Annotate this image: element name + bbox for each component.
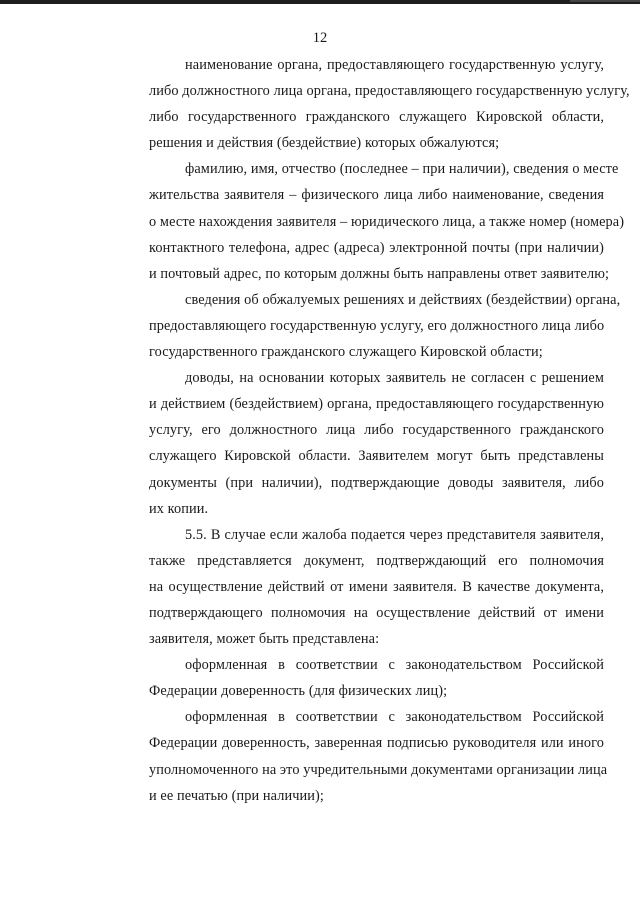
text-line: документы (при наличии), подтверждающие доводы заявителя, либо bbox=[149, 474, 604, 491]
text-line: сведения об обжалуемых решениях и действиях (бездействии) органа, bbox=[185, 291, 621, 308]
text-line: либо должностного лица органа, предоставляющего государственную услугу, bbox=[149, 83, 630, 100]
paragraph-authority-name bbox=[113, 52, 630, 156]
text-line: решения и действия (бездействие) которых обжалуются; bbox=[149, 135, 500, 152]
text-line: предоставляющего государственную услугу, его должностного лица либо bbox=[149, 317, 605, 334]
text-line: доводы, на основании которых заявитель не согласен с решением bbox=[185, 370, 604, 387]
text-line: и действием (бездействием) органа, предоставляющего государственную bbox=[149, 396, 604, 413]
text-line: фамилию, имя, отчество (последнее – при наличии), сведения о месте bbox=[185, 161, 619, 178]
paragraph-applicant-details bbox=[113, 156, 625, 286]
paragraph-power-of-attorney-individuals bbox=[113, 652, 604, 704]
text-line: заявителя, может быть представлена: bbox=[149, 631, 380, 648]
text-line: и почтовый адрес, по которым должны быть направлены ответ заявителю; bbox=[149, 265, 610, 282]
paragraph-arguments bbox=[113, 365, 604, 522]
text-line: государственного гражданского служащего Кировской области; bbox=[149, 344, 543, 361]
text-line: услугу, его должностного лица либо государственного гражданского bbox=[149, 422, 604, 439]
text-line: служащего Кировской области. Заявителем могут быть представлены bbox=[149, 448, 604, 465]
text-line: подтверждающего полномочия на осуществление действий от имени bbox=[149, 604, 604, 621]
text-line: их копии. bbox=[149, 500, 209, 517]
text-line: оформленная в соответствии с законодательством Российской bbox=[185, 657, 604, 674]
paragraph-appealed-decisions bbox=[113, 287, 621, 365]
text-line: Федерации доверенность (для физических лиц); bbox=[149, 683, 448, 700]
text-line: наименование органа, предоставляющего государственную услугу, bbox=[185, 57, 604, 73]
top-border-rule bbox=[0, 0, 640, 4]
paragraph-section-5-5 bbox=[113, 522, 604, 652]
text-line: контактного телефона, адрес (адреса) электронной почты (при наличии) bbox=[149, 239, 604, 256]
text-line: Федерации доверенность, заверенная подписью руководителя или иного bbox=[149, 735, 604, 752]
text-line: и ее печатью (при наличии); bbox=[149, 787, 324, 804]
text-line: 5.5. В случае если жалоба подается через представителя заявителя, bbox=[185, 526, 604, 543]
text-line: либо государственного гражданского служащего Кировской области, bbox=[149, 109, 604, 126]
text-line: уполномоченного на это учредительными документами организации лица bbox=[149, 761, 608, 778]
text-line: оформленная в соответствии с законодательством Российской bbox=[185, 709, 604, 726]
text-line: на осуществление действий от имени заявителя. В качестве документа, bbox=[149, 578, 604, 595]
paragraph-power-of-attorney-organizations bbox=[113, 704, 608, 808]
text-line: жительства заявителя – физического лица либо наименование, сведения bbox=[149, 187, 604, 204]
text-line: также представляется документ, подтверждающий его полномочия bbox=[149, 552, 604, 569]
text-line: о месте нахождения заявителя – юридического лица, а также номер (номера) bbox=[149, 213, 625, 230]
document-body bbox=[113, 52, 630, 809]
page-number: 12 bbox=[312, 30, 328, 46]
